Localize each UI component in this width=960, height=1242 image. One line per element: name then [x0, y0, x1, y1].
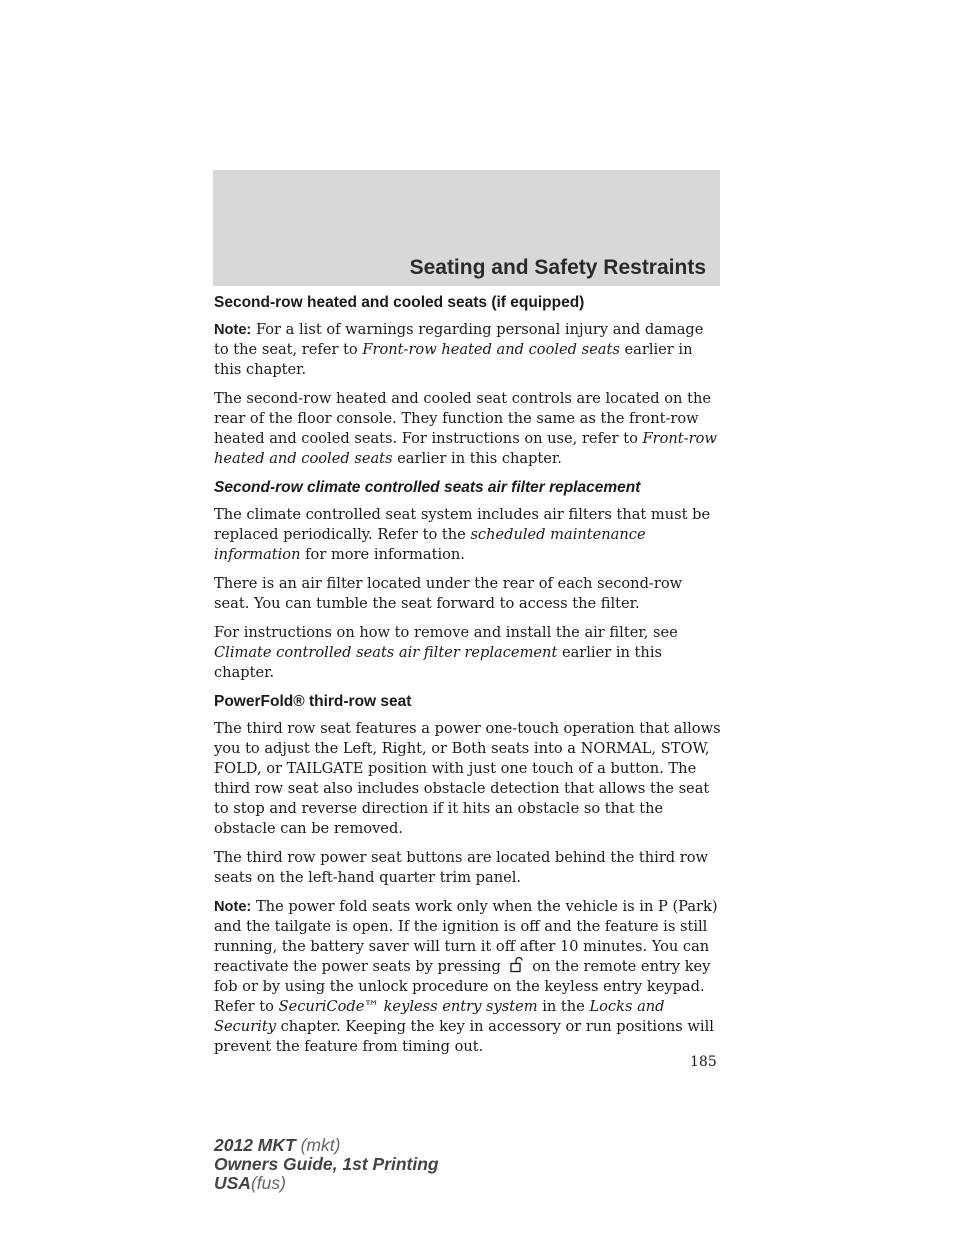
page-content [214, 293, 722, 1066]
cross-reference: Front-row heated and cooled seats [214, 430, 717, 467]
heading-air-filter-replacement: Second-row climate controlled seats air filter replacement [214, 479, 641, 496]
footer-line-model: 2012 MKT (mkt) [214, 1135, 341, 1155]
note-paragraph-2: Note: The power fold seats work only when the vehicle is in P (Park) and the tailgate is open. If the ignition is off and the feature is still running, the battery saver will turn it off after 10 minutes. You can reactivate the power seats by pressing on the remote entry key fob or by using the unlock procedure on the keyless entry keypad. Refer to SecuriCode™ keyless entry system in the Locks and Security chapter. Keeping the key in accessory or run positions will prevent the feature from timing out. [214, 898, 718, 1055]
note-label: Note: [214, 322, 252, 338]
heading-second-row-heated-cooled: Second-row heated and cooled seats (if equipped) [214, 294, 585, 311]
footer-line-edition: Owners Guide, 1st Printing [214, 1154, 439, 1174]
cross-reference: Locks and Security [214, 998, 665, 1035]
note-label: Note: [214, 899, 252, 915]
paragraph-powerfold-features: The third row seat features a power one-touch operation that allows you to adjust the Left, Right, or Both seats into a NORMAL, STOW, FOLD, or TAILGATE position with just one touch of a button. The third row seat also includes obstacle detection that allows the seat to stop and reverse direction if it hits an obstacle so that the obstacle can be removed. [214, 720, 721, 837]
page-number: 185 [690, 1054, 717, 1070]
chapter-title: Seating and Safety Restraints [409, 256, 706, 279]
paragraph-filter-instructions: For instructions on how to remove and install the air filter, see Climate controlled seats air filter replacement earlier in this chapter. [214, 624, 678, 681]
cross-reference: Front-row heated and cooled seats [362, 341, 620, 358]
paragraph-button-location: The third row power seat buttons are located behind the third row seats on the left-hand quarter trim panel. [214, 849, 709, 886]
cross-reference: SecuriCode™ keyless entry system [278, 998, 538, 1015]
unlock-icon [508, 957, 526, 973]
cross-reference: scheduled maintenance information [214, 526, 646, 563]
note-paragraph-1: Note: For a list of warnings regarding personal injury and damage to the seat, refer to Front-row heated and cooled seats earlier in this chapter. [214, 321, 704, 378]
print-footer [214, 1136, 439, 1193]
section-header-band [213, 170, 720, 286]
paragraph-air-filters: The climate controlled seat system includes air filters that must be replaced periodically. Refer to the scheduled maintenance information for more information. [214, 506, 711, 563]
heading-powerfold-third-row: PowerFold® third-row seat [214, 693, 412, 710]
paragraph-filter-location: There is an air filter located under the rear of each second-row seat. You can tumble the seat forward to access the filter. [214, 575, 683, 612]
paragraph-seat-controls: The second-row heated and cooled seat controls are located on the rear of the floor console. They function the same as the front-row heated and cooled seats. For instructions on use, refer to Front-row heated and cooled seats earlier in this chapter. [214, 390, 717, 467]
cross-reference: Climate controlled seats air filter replacement [214, 644, 558, 661]
footer-line-region: USA(fus) [214, 1173, 286, 1193]
